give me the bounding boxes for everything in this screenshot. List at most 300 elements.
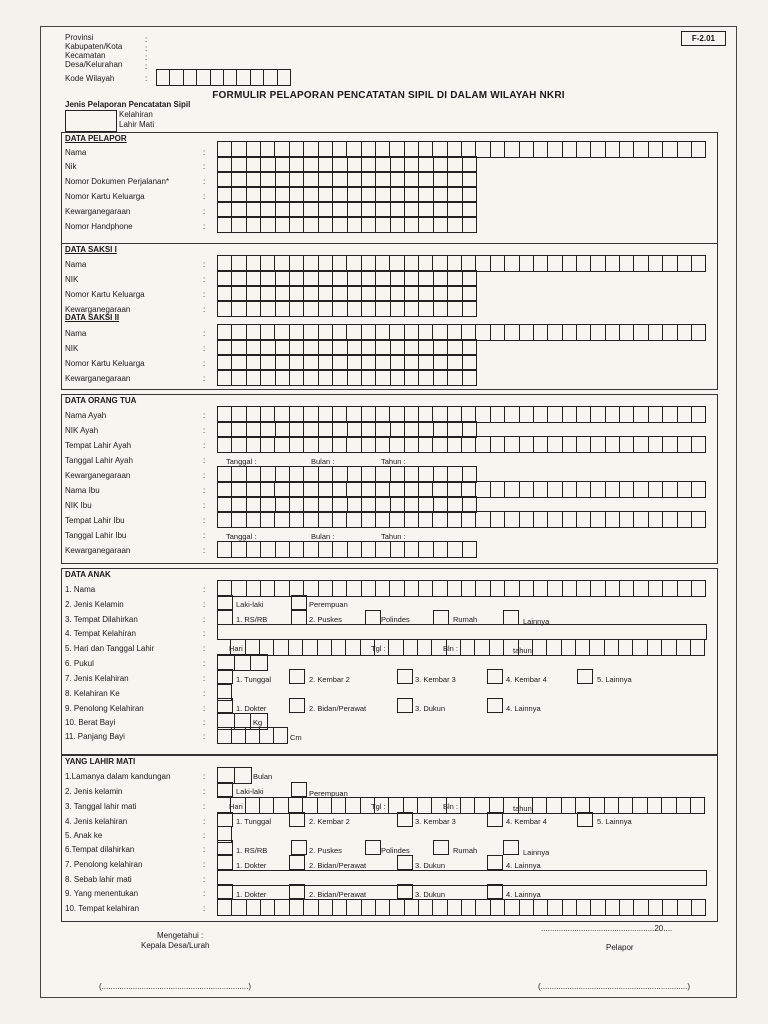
input-cell[interactable] (247, 142, 261, 157)
input-cell[interactable] (519, 640, 533, 655)
input-cell[interactable] (505, 256, 519, 271)
input-cell[interactable] (491, 900, 505, 915)
input-cell[interactable] (276, 286, 290, 301)
input-cell[interactable] (333, 271, 347, 286)
input-cell[interactable] (261, 301, 275, 316)
input-cell[interactable] (232, 407, 246, 422)
input-cell[interactable] (319, 202, 333, 217)
input-cell[interactable] (333, 172, 347, 187)
input-cell[interactable] (633, 798, 647, 813)
input-cell[interactable] (319, 467, 333, 482)
input-cell[interactable] (319, 217, 333, 232)
input-cell[interactable] (261, 542, 275, 557)
input-cell[interactable] (274, 728, 288, 743)
input-cell[interactable] (247, 217, 261, 232)
anak-lainnya-checkbox[interactable] (503, 610, 519, 625)
input-cell[interactable] (362, 437, 376, 452)
input-cell[interactable] (520, 142, 534, 157)
input-cell[interactable] (691, 798, 705, 813)
input-cell[interactable] (246, 728, 260, 743)
input-cell[interactable] (332, 640, 346, 655)
mati-perempuan-checkbox[interactable] (291, 782, 307, 797)
input-cell[interactable] (218, 340, 232, 355)
input-cell[interactable] (547, 798, 561, 813)
input-cell[interactable] (404, 640, 418, 655)
input-cell[interactable] (520, 407, 534, 422)
input-cell[interactable] (533, 640, 547, 655)
input-cell[interactable] (348, 542, 362, 557)
input-cell[interactable] (218, 325, 232, 340)
input-cell[interactable] (476, 142, 490, 157)
input-cell[interactable] (247, 172, 261, 187)
input-cell[interactable] (391, 467, 405, 482)
input-cell[interactable] (376, 482, 390, 497)
input-cell[interactable] (347, 325, 361, 340)
input-cell[interactable] (504, 798, 518, 813)
input-cell[interactable] (534, 142, 548, 157)
input-cell[interactable] (606, 437, 620, 452)
input-cell[interactable] (577, 900, 591, 915)
input-cell[interactable] (333, 355, 347, 370)
mati-kembar3-checkbox[interactable] (397, 812, 413, 827)
input-cell[interactable] (534, 437, 548, 452)
input-cell[interactable] (362, 172, 376, 187)
input-cell[interactable] (319, 512, 333, 527)
input-cell[interactable] (534, 482, 548, 497)
input-cell[interactable] (376, 370, 390, 385)
input-cell[interactable] (333, 512, 347, 527)
input-cell[interactable] (419, 202, 433, 217)
input-cell[interactable] (232, 187, 246, 202)
input-cell[interactable] (649, 142, 663, 157)
mati-lainnya4-checkbox[interactable] (487, 855, 503, 870)
mati-penentu-dukun-checkbox[interactable] (397, 884, 413, 899)
input-cell[interactable] (620, 512, 634, 527)
input-cell[interactable] (304, 900, 318, 915)
input-cell[interactable] (232, 370, 246, 385)
input-cell[interactable] (520, 437, 534, 452)
anak-dokter-checkbox[interactable] (217, 698, 233, 713)
input-cell[interactable] (304, 325, 318, 340)
input-cell[interactable] (304, 340, 318, 355)
input-cell[interactable] (419, 142, 433, 157)
input-cell[interactable] (218, 157, 232, 172)
input-cell[interactable] (319, 370, 333, 385)
input-cell[interactable] (247, 407, 261, 422)
input-cell[interactable] (434, 542, 448, 557)
input-cell[interactable] (590, 798, 604, 813)
input-cell[interactable] (231, 798, 245, 813)
input-cell[interactable] (391, 157, 405, 172)
input-cell[interactable] (433, 256, 447, 271)
input-cell[interactable] (405, 355, 419, 370)
input-cell[interactable] (218, 407, 232, 422)
input-cell[interactable] (218, 202, 232, 217)
input-cell[interactable] (419, 467, 433, 482)
input-cell[interactable] (634, 142, 648, 157)
input-cell[interactable] (434, 202, 448, 217)
input-cell[interactable] (663, 325, 677, 340)
input-cell[interactable] (620, 142, 634, 157)
input-cell[interactable] (247, 581, 261, 596)
input-cell[interactable] (520, 581, 534, 596)
input-cell[interactable] (563, 437, 577, 452)
input-cell[interactable] (376, 437, 390, 452)
input-cell[interactable] (333, 581, 347, 596)
input-cell[interactable] (405, 286, 419, 301)
input-cell[interactable] (232, 217, 246, 232)
anak-panjang-boxes[interactable] (217, 727, 288, 744)
input-cell[interactable] (678, 437, 692, 452)
input-cell[interactable] (405, 157, 419, 172)
input-cell[interactable] (390, 512, 404, 527)
input-cell[interactable] (433, 482, 447, 497)
input-cell[interactable] (505, 325, 519, 340)
input-cell[interactable] (634, 437, 648, 452)
input-cell[interactable] (504, 640, 518, 655)
input-cell[interactable] (678, 512, 692, 527)
input-cell[interactable] (391, 271, 405, 286)
input-cell[interactable] (520, 512, 534, 527)
input-cell[interactable] (261, 370, 275, 385)
input-cell[interactable] (419, 370, 433, 385)
anak-rumah-checkbox[interactable] (433, 610, 449, 625)
input-cell[interactable] (261, 172, 275, 187)
input-cell[interactable] (434, 187, 448, 202)
input-cell[interactable] (692, 512, 706, 527)
input-cell[interactable] (290, 256, 304, 271)
input-cell[interactable] (232, 142, 246, 157)
input-cell[interactable] (448, 271, 462, 286)
footer-sign-left[interactable]: (..................................................................) (99, 982, 252, 991)
input-cell[interactable] (318, 798, 332, 813)
input-cell[interactable] (348, 497, 362, 512)
input-cell[interactable] (232, 728, 246, 743)
input-cell[interactable] (232, 581, 246, 596)
input-cell[interactable] (218, 581, 232, 596)
input-cell[interactable] (391, 422, 405, 437)
input-cell[interactable] (276, 467, 290, 482)
input-cell[interactable] (505, 482, 519, 497)
saksi1-warga-boxes[interactable] (217, 300, 477, 317)
input-cell[interactable] (376, 217, 390, 232)
input-cell[interactable] (405, 142, 419, 157)
input-cell[interactable] (678, 325, 692, 340)
input-cell[interactable] (462, 482, 476, 497)
input-cell[interactable] (591, 437, 605, 452)
input-cell[interactable] (448, 497, 462, 512)
input-cell[interactable] (290, 355, 304, 370)
input-cell[interactable] (519, 798, 533, 813)
input-cell[interactable] (433, 325, 447, 340)
input-cell[interactable] (448, 422, 462, 437)
input-cell[interactable] (348, 202, 362, 217)
input-cell[interactable] (362, 325, 376, 340)
input-cell[interactable] (405, 512, 419, 527)
input-cell[interactable] (218, 370, 232, 385)
input-cell[interactable] (419, 271, 433, 286)
input-cell[interactable] (533, 798, 547, 813)
input-cell[interactable] (333, 900, 347, 915)
input-cell[interactable] (476, 581, 490, 596)
input-cell[interactable] (361, 798, 375, 813)
input-cell[interactable] (362, 286, 376, 301)
input-cell[interactable] (563, 142, 577, 157)
input-cell[interactable] (347, 581, 361, 596)
input-cell[interactable] (247, 325, 261, 340)
input-cell[interactable] (692, 142, 706, 157)
input-cell[interactable] (261, 407, 275, 422)
input-cell[interactable] (448, 217, 462, 232)
input-cell[interactable] (319, 340, 333, 355)
input-cell[interactable] (548, 512, 562, 527)
input-cell[interactable] (563, 900, 577, 915)
input-cell[interactable] (463, 355, 477, 370)
input-cell[interactable] (376, 467, 390, 482)
input-cell[interactable] (348, 467, 362, 482)
input-cell[interactable] (348, 157, 362, 172)
input-cell[interactable] (290, 512, 304, 527)
anak-polindes-checkbox[interactable] (365, 610, 381, 625)
input-cell[interactable] (319, 157, 333, 172)
input-cell[interactable] (218, 482, 232, 497)
input-cell[interactable] (376, 271, 390, 286)
input-cell[interactable] (276, 217, 290, 232)
input-cell[interactable] (290, 482, 304, 497)
input-cell[interactable] (246, 640, 260, 655)
input-cell[interactable] (405, 340, 419, 355)
input-cell[interactable] (247, 256, 261, 271)
input-cell[interactable] (419, 437, 433, 452)
mati-penentu-bidan-checkbox[interactable] (289, 884, 305, 899)
input-cell[interactable] (389, 640, 403, 655)
input-cell[interactable] (463, 217, 477, 232)
input-cell[interactable] (677, 640, 691, 655)
mati-lainnya-checkbox[interactable] (503, 840, 519, 855)
input-cell[interactable] (463, 422, 477, 437)
input-cell[interactable] (304, 437, 318, 452)
input-cell[interactable] (505, 437, 519, 452)
input-cell[interactable] (275, 900, 289, 915)
input-cell[interactable] (649, 407, 663, 422)
input-cell[interactable] (376, 142, 390, 157)
input-cell[interactable] (275, 256, 289, 271)
input-cell[interactable] (491, 482, 505, 497)
input-cell[interactable] (218, 900, 232, 915)
input-cell[interactable] (461, 640, 475, 655)
footer-sign-right[interactable]: (..................................................................) (538, 982, 691, 991)
input-cell[interactable] (391, 542, 405, 557)
input-cell[interactable] (333, 301, 347, 316)
input-cell[interactable] (290, 497, 304, 512)
input-cell[interactable] (218, 467, 232, 482)
input-cell[interactable] (462, 325, 476, 340)
input-cell[interactable] (362, 217, 376, 232)
input-cell[interactable] (663, 437, 677, 452)
input-cell[interactable] (290, 325, 304, 340)
input-cell[interactable] (333, 467, 347, 482)
input-cell[interactable] (490, 640, 504, 655)
mati-puskes-checkbox[interactable] (291, 840, 307, 855)
input-cell[interactable] (303, 798, 317, 813)
input-cell[interactable] (304, 482, 318, 497)
input-cell[interactable] (405, 437, 419, 452)
input-cell[interactable] (347, 512, 361, 527)
input-cell[interactable] (620, 325, 634, 340)
input-cell[interactable] (333, 482, 347, 497)
input-cell[interactable] (419, 256, 433, 271)
input-cell[interactable] (376, 325, 390, 340)
input-cell[interactable] (235, 768, 252, 783)
input-cell[interactable] (677, 798, 691, 813)
input-cell[interactable] (304, 581, 318, 596)
input-cell[interactable] (261, 286, 275, 301)
input-cell[interactable] (232, 422, 246, 437)
anak-dukun-checkbox[interactable] (397, 698, 413, 713)
input-cell[interactable] (361, 640, 375, 655)
input-cell[interactable] (261, 256, 275, 271)
input-cell[interactable] (376, 202, 390, 217)
input-cell[interactable] (261, 202, 275, 217)
input-cell[interactable] (434, 340, 448, 355)
input-cell[interactable] (419, 407, 433, 422)
input-cell[interactable] (663, 407, 677, 422)
anak-kembar3-checkbox[interactable] (397, 669, 413, 684)
mati-tunggal-checkbox[interactable] (217, 812, 233, 827)
input-cell[interactable] (348, 217, 362, 232)
input-cell[interactable] (319, 900, 333, 915)
input-cell[interactable] (319, 497, 333, 512)
input-cell[interactable] (261, 422, 275, 437)
input-cell[interactable] (448, 581, 462, 596)
input-cell[interactable] (290, 370, 304, 385)
input-cell[interactable] (463, 202, 477, 217)
input-cell[interactable] (448, 301, 462, 316)
input-cell[interactable] (433, 407, 447, 422)
input-cell[interactable] (476, 900, 490, 915)
input-cell[interactable] (247, 187, 261, 202)
input-cell[interactable] (333, 542, 347, 557)
input-cell[interactable] (548, 256, 562, 271)
input-cell[interactable] (433, 512, 447, 527)
input-cell[interactable] (419, 217, 433, 232)
input-cell[interactable] (434, 497, 448, 512)
input-cell[interactable] (232, 256, 246, 271)
input-cell[interactable] (490, 798, 504, 813)
input-cell[interactable] (376, 187, 390, 202)
input-cell[interactable] (390, 900, 404, 915)
input-cell[interactable] (276, 422, 290, 437)
input-cell[interactable] (648, 640, 662, 655)
input-cell[interactable] (362, 271, 376, 286)
input-cell[interactable] (419, 482, 433, 497)
input-cell[interactable] (333, 497, 347, 512)
input-cell[interactable] (448, 407, 462, 422)
warga-ibu-boxes[interactable] (217, 541, 477, 558)
input-cell[interactable] (260, 798, 274, 813)
mati-penentu-dokter-checkbox[interactable] (217, 884, 233, 899)
input-cell[interactable] (217, 798, 231, 813)
anak-puskes-checkbox[interactable] (291, 610, 307, 625)
input-cell[interactable] (261, 900, 275, 915)
input-cell[interactable] (448, 542, 462, 557)
input-cell[interactable] (390, 142, 404, 157)
input-cell[interactable] (633, 640, 647, 655)
input-cell[interactable] (247, 542, 261, 557)
anak-laki-checkbox[interactable] (217, 595, 233, 610)
mati-dokter-checkbox[interactable] (217, 855, 233, 870)
input-cell[interactable] (318, 640, 332, 655)
input-cell[interactable] (247, 301, 261, 316)
input-cell[interactable] (348, 187, 362, 202)
input-cell[interactable] (405, 422, 419, 437)
input-cell[interactable] (563, 256, 577, 271)
input-cell[interactable] (548, 407, 562, 422)
input-cell[interactable] (247, 497, 261, 512)
input-cell[interactable] (362, 340, 376, 355)
input-cell[interactable] (290, 340, 304, 355)
input-cell[interactable] (591, 142, 605, 157)
input-cell[interactable] (678, 482, 692, 497)
input-cell[interactable] (218, 256, 232, 271)
input-cell[interactable] (218, 497, 232, 512)
input-cell[interactable] (448, 340, 462, 355)
input-cell[interactable] (218, 655, 235, 670)
anak-tempat-kelahiran-input[interactable] (217, 624, 707, 640)
input-cell[interactable] (576, 798, 590, 813)
input-cell[interactable] (419, 172, 433, 187)
input-cell[interactable] (347, 900, 361, 915)
input-cell[interactable] (275, 325, 289, 340)
input-cell[interactable] (289, 640, 303, 655)
input-cell[interactable] (333, 437, 347, 452)
input-cell[interactable] (290, 900, 304, 915)
input-cell[interactable] (304, 217, 318, 232)
input-cell[interactable] (232, 172, 246, 187)
input-cell[interactable] (347, 142, 361, 157)
input-cell[interactable] (548, 482, 562, 497)
input-cell[interactable] (620, 900, 634, 915)
input-cell[interactable] (232, 286, 246, 301)
input-cell[interactable] (434, 217, 448, 232)
input-cell[interactable] (620, 407, 634, 422)
input-cell[interactable] (448, 467, 462, 482)
input-cell[interactable] (290, 187, 304, 202)
input-cell[interactable] (462, 256, 476, 271)
input-cell[interactable] (276, 355, 290, 370)
input-cell[interactable] (649, 581, 663, 596)
input-cell[interactable] (419, 301, 433, 316)
input-cell[interactable] (247, 340, 261, 355)
input-cell[interactable] (390, 437, 404, 452)
input-cell[interactable] (319, 256, 333, 271)
input-cell[interactable] (491, 407, 505, 422)
input-cell[interactable] (505, 142, 519, 157)
input-cell[interactable] (534, 256, 548, 271)
input-cell[interactable] (433, 437, 447, 452)
input-cell[interactable] (591, 407, 605, 422)
input-cell[interactable] (218, 187, 232, 202)
input-cell[interactable] (520, 900, 534, 915)
input-cell[interactable] (362, 301, 376, 316)
input-cell[interactable] (405, 467, 419, 482)
input-cell[interactable] (663, 142, 677, 157)
input-cell[interactable] (376, 256, 390, 271)
input-cell[interactable] (261, 467, 275, 482)
input-cell[interactable] (319, 286, 333, 301)
input-cell[interactable] (591, 581, 605, 596)
mati-dukun-checkbox[interactable] (397, 855, 413, 870)
